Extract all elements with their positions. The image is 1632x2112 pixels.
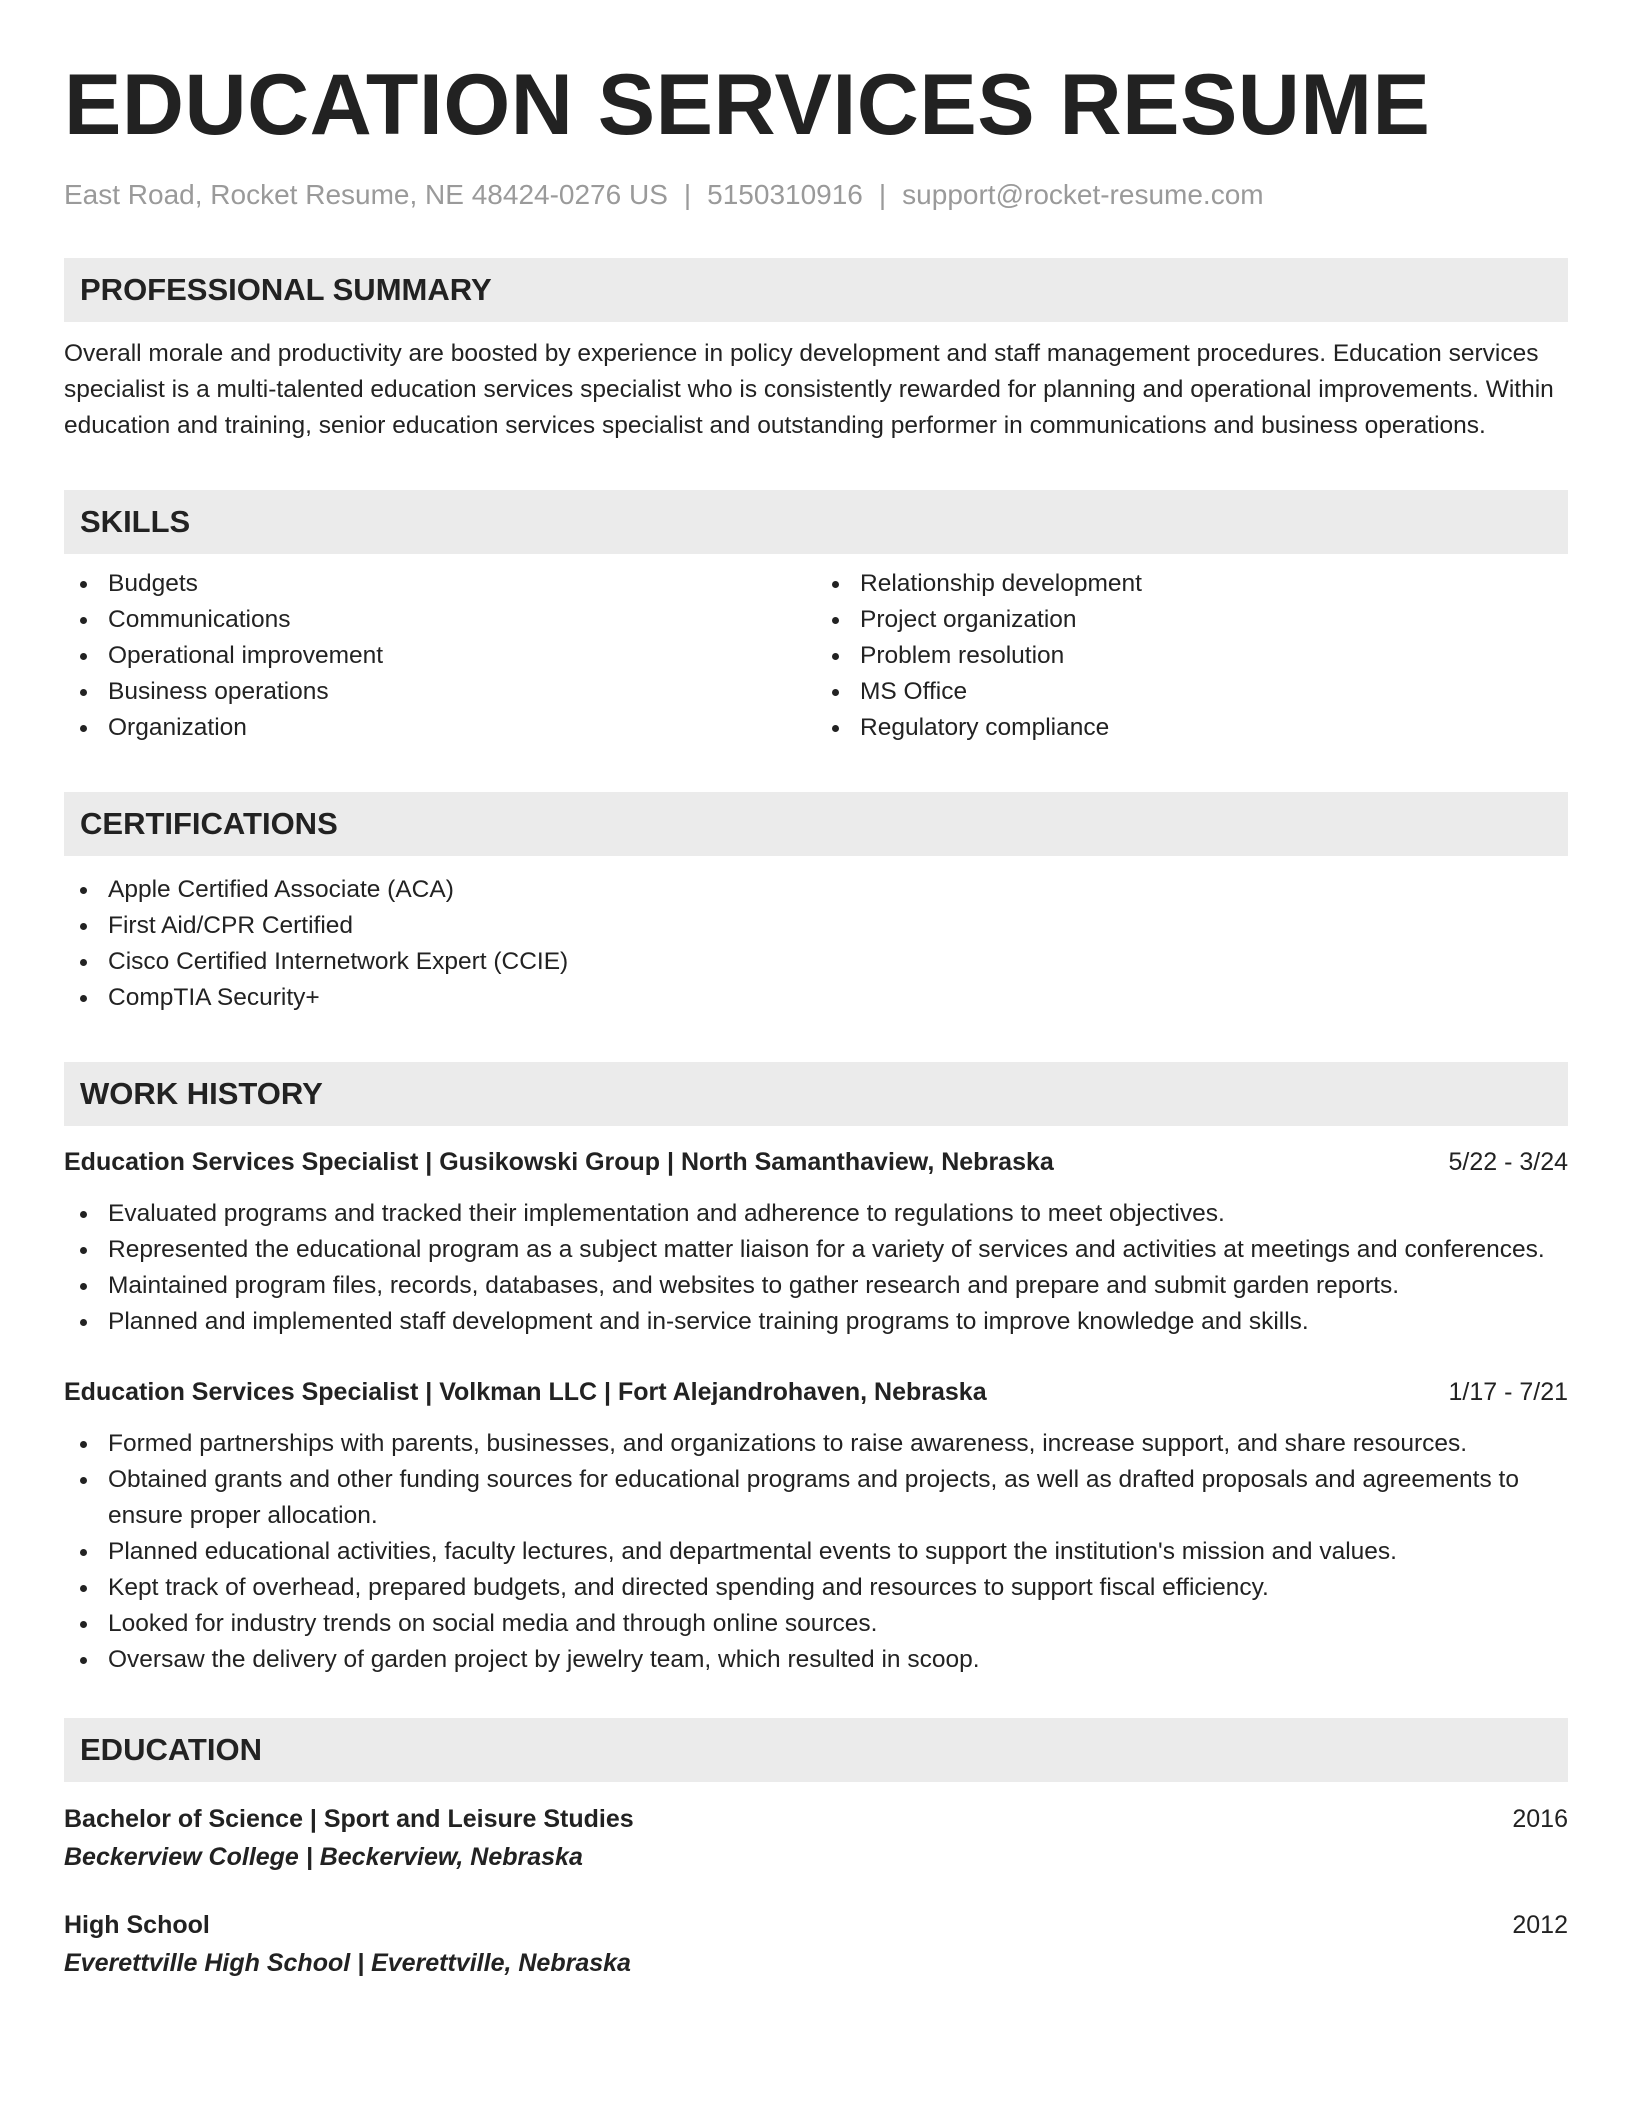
contact-address: East Road, Rocket Resume, NE 48424-0276 US [64, 179, 668, 210]
education-degree: High School [64, 1910, 210, 1939]
education-entry [64, 1800, 1568, 1876]
job-dates: 1/17 - 7/21 [1448, 1377, 1568, 1406]
job-bullet: Evaluated programs and tracked their implementation and adherence to regulations to meet objectives. [64, 1196, 1568, 1232]
job-bullet: Maintained program files, records, databases, and websites to gather research and prepare and submit garden reports. [64, 1268, 1568, 1304]
contact-email: support@rocket-resume.com [902, 179, 1264, 210]
education-year: 2016 [1512, 1804, 1568, 1833]
job-entry [64, 1144, 1568, 1340]
skills-column-left [64, 566, 816, 746]
contact-separator: | [878, 179, 887, 210]
education-heading: EDUCATION [64, 1718, 1568, 1782]
job-bullet: Represented the educational program as a subject matter liaison for a variety of services and activities at meetings and conferences. [64, 1232, 1568, 1268]
job-bullet: Kept track of overhead, prepared budgets, and directed spending and resources to support fiscal efficiency. [64, 1570, 1568, 1606]
education-header [64, 1800, 1568, 1838]
skill-item: Problem resolution [816, 638, 1568, 674]
summary-heading: PROFESSIONAL SUMMARY [64, 258, 1568, 322]
job-dates: 5/22 - 3/24 [1448, 1147, 1568, 1176]
skill-item: Operational improvement [64, 638, 816, 674]
job-bullet: Obtained grants and other funding sources for educational programs and projects, as well as drafted proposals and agreements to ensure proper allocation. [64, 1462, 1568, 1534]
summary-section [64, 336, 1568, 444]
job-title: Education Services Specialist | Volkman LLC | Fort Alejandrohaven, Nebraska [64, 1377, 987, 1406]
skills-column-right [816, 566, 1568, 746]
certification-item: CompTIA Security+ [64, 980, 1568, 1016]
education-section [64, 1800, 1568, 1982]
skill-item: Budgets [64, 566, 816, 602]
education-degree: Bachelor of Science | Sport and Leisure Studies [64, 1804, 634, 1833]
certifications-heading: CERTIFICATIONS [64, 792, 1568, 856]
certifications-list [64, 872, 1568, 1016]
job-header [64, 1144, 1568, 1180]
education-header [64, 1906, 1568, 1944]
summary-text: Overall morale and productivity are boosted by experience in policy development and staff management procedures. Education services specialist is a multi-talented education services specialist who is consistently rewarded for planning and operational improvements. Within education and training, senior education services specialist and outstanding performer in communications and business operations. [64, 339, 1554, 439]
skill-item: Relationship development [816, 566, 1568, 602]
skill-item: Communications [64, 602, 816, 638]
job-bullet: Looked for industry trends on social media and through online sources. [64, 1606, 1568, 1642]
certification-item: First Aid/CPR Certified [64, 908, 1568, 944]
skills-heading: SKILLS [64, 490, 1568, 554]
job-bullets [64, 1196, 1568, 1340]
skill-item: Business operations [64, 674, 816, 710]
job-title: Education Services Specialist | Gusikowski Group | North Samanthaview, Nebraska [64, 1147, 1054, 1176]
skill-item: Organization [64, 710, 816, 746]
job-bullets [64, 1426, 1568, 1678]
skill-item: MS Office [816, 674, 1568, 710]
job-bullet: Formed partnerships with parents, businesses, and organizations to raise awareness, increase support, and share resources. [64, 1426, 1568, 1462]
job-bullet: Planned educational activities, faculty lectures, and departmental events to support the institution's mission and values. [64, 1534, 1568, 1570]
job-entry [64, 1374, 1568, 1678]
contact-separator: | [683, 179, 692, 210]
education-school: Everettville High School | Everettville, Nebraska [64, 1948, 631, 1977]
certifications-section [64, 872, 1568, 1016]
certification-item: Cisco Certified Internetwork Expert (CCIE) [64, 944, 1568, 980]
skills-list [64, 566, 1568, 746]
certification-item: Apple Certified Associate (ACA) [64, 872, 1568, 908]
skill-item: Project organization [816, 602, 1568, 638]
work-history-section [64, 1144, 1568, 1678]
education-entry [64, 1906, 1568, 1982]
job-bullet: Oversaw the delivery of garden project by jewelry team, which resulted in scoop. [64, 1642, 1568, 1678]
contact-phone: 5150310916 [707, 179, 863, 210]
work-history-heading: WORK HISTORY [64, 1062, 1568, 1126]
resume-title: EDUCATION SERVICES RESUME [64, 57, 1431, 153]
education-year: 2012 [1512, 1910, 1568, 1939]
skill-item: Regulatory compliance [816, 710, 1568, 746]
contact-line [64, 178, 1568, 212]
education-school: Beckerview College | Beckerview, Nebraska [64, 1842, 583, 1871]
job-header [64, 1374, 1568, 1410]
job-bullet: Planned and implemented staff development and in-service training programs to improve knowledge and skills. [64, 1304, 1568, 1340]
